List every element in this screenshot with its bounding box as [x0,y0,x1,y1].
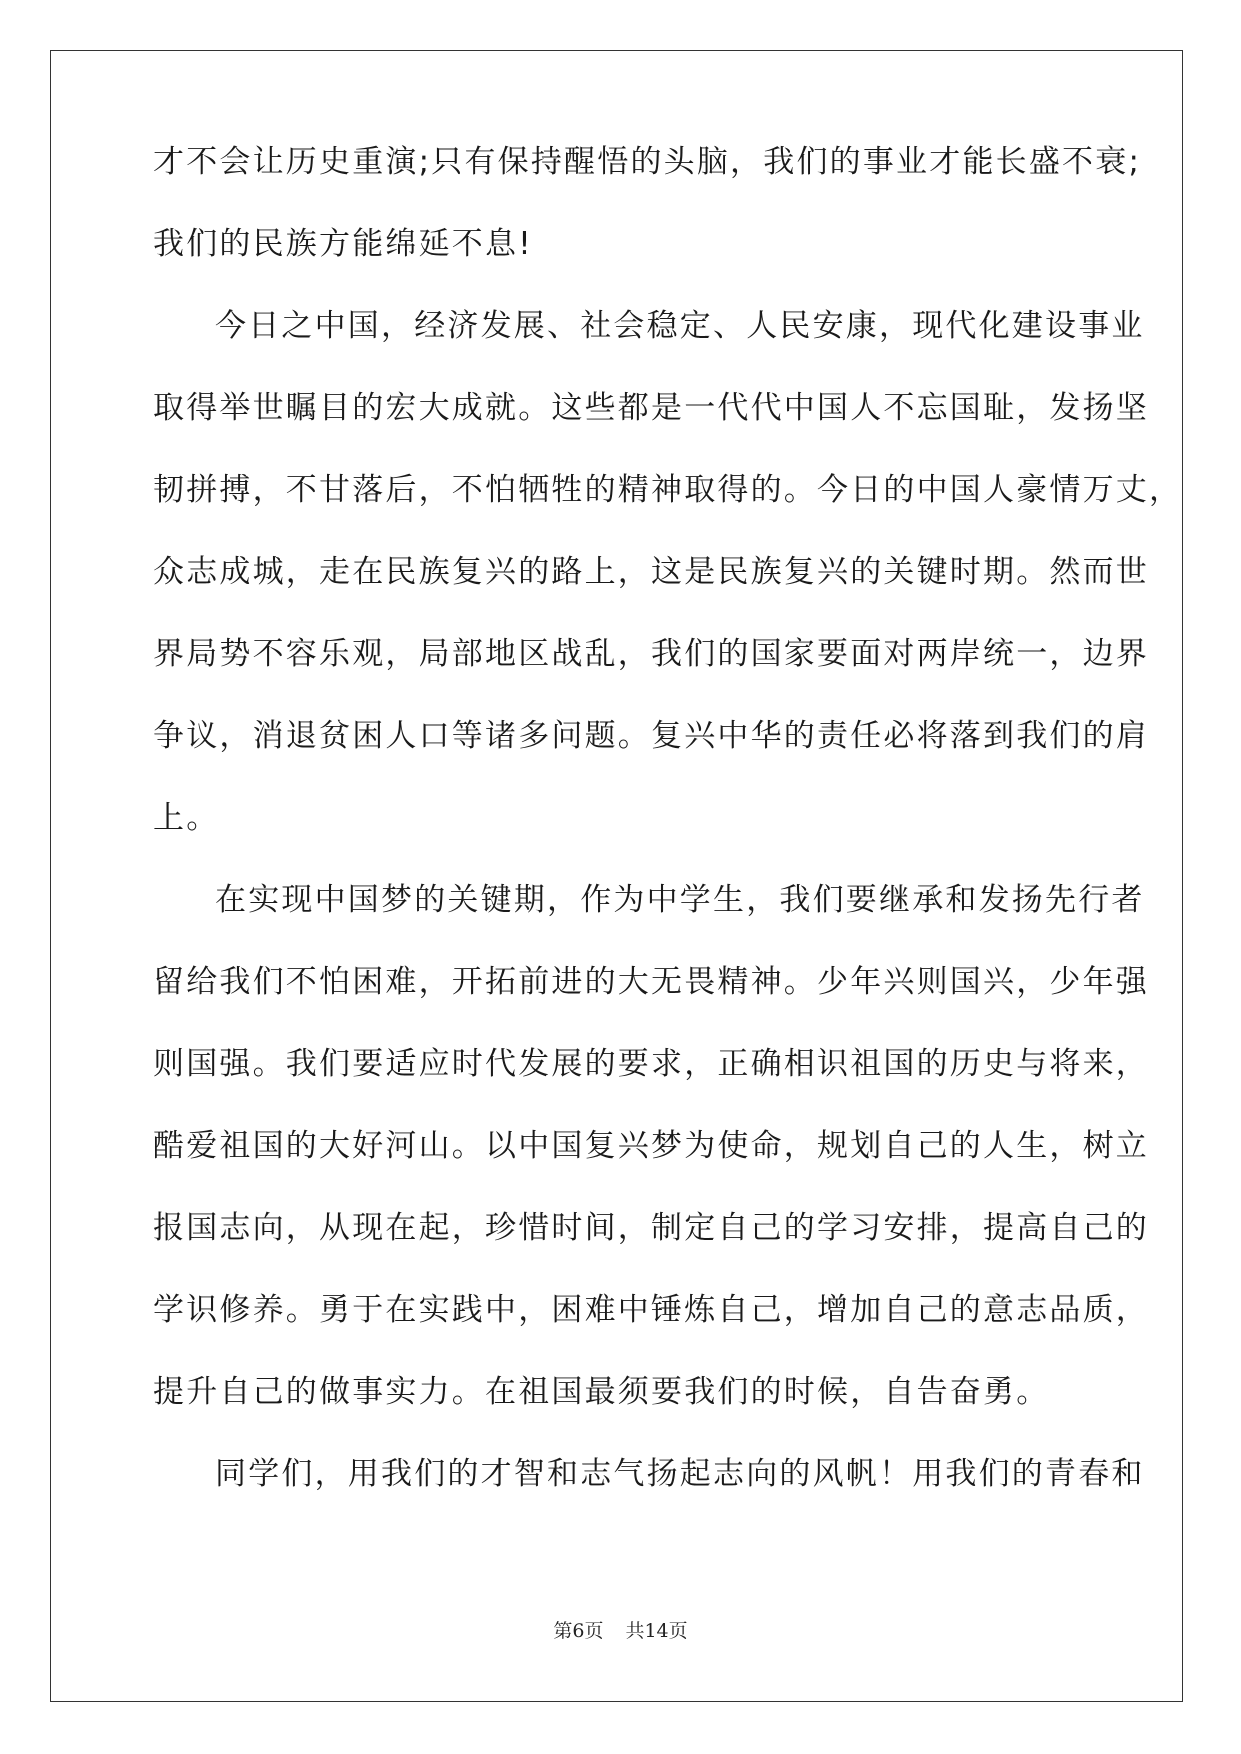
text-line: 界局势不容乐观，局部地区战乱，我们的国家要面对两岸统一，边界 [153,636,1149,672]
text-line: 酷爱祖国的大好河山。以中国复兴梦为使命，规划自己的人生，树立 [153,1128,1149,1164]
text-line: 留给我们不怕困难，开拓前进的大无畏精神。少年兴则国兴，少年强 [153,964,1149,1000]
text-line: 提升自己的做事实力。在祖国最须要我们的时候，自告奋勇。 [153,1374,1050,1410]
page-number: 第6页 [553,1620,604,1642]
paragraph-start-line: 同学们，用我们的才智和志气扬起志向的风帆！用我们的青春和 [215,1456,1145,1492]
text-line: 上。 [153,800,220,836]
page-footer [0,1619,1241,1643]
text-line: 争议，消退贫困人口等诸多问题。复兴中华的责任必将落到我们的肩 [153,718,1149,754]
text-line: 报国志向，从现在起，珍惜时间，制定自己的学习安排，提高自己的 [153,1210,1149,1246]
text-line: 才不会让历史重演;只有保持醒悟的头脑，我们的事业才能长盛不衰; [153,144,1142,180]
text-line: 我们的民族方能绵延不息! [153,226,533,262]
text-line: 韧拼搏，不甘落后，不怕牺牲的精神取得的。今日的中国人豪情万丈， [153,472,1183,508]
text-line: 众志成城，走在民族复兴的路上，这是民族复兴的关键时期。然而世 [153,554,1149,590]
paragraph-start-line: 今日之中国，经济发展、社会稳定、人民安康，现代化建设事业 [215,308,1145,344]
text-line: 取得举世瞩目的宏大成就。这些都是一代代中国人不忘国耻，发扬坚 [153,390,1149,426]
text-line: 则国强。我们要适应时代发展的要求，正确相识祖国的历史与将来， [153,1046,1149,1082]
paragraph-start-line: 在实现中国梦的关键期，作为中学生，我们要继承和发扬先行者 [215,882,1145,918]
text-line: 学识修养。勇于在实践中，困难中锤炼自己，增加自己的意志品质， [153,1292,1149,1328]
page-total: 共14页 [625,1620,688,1642]
